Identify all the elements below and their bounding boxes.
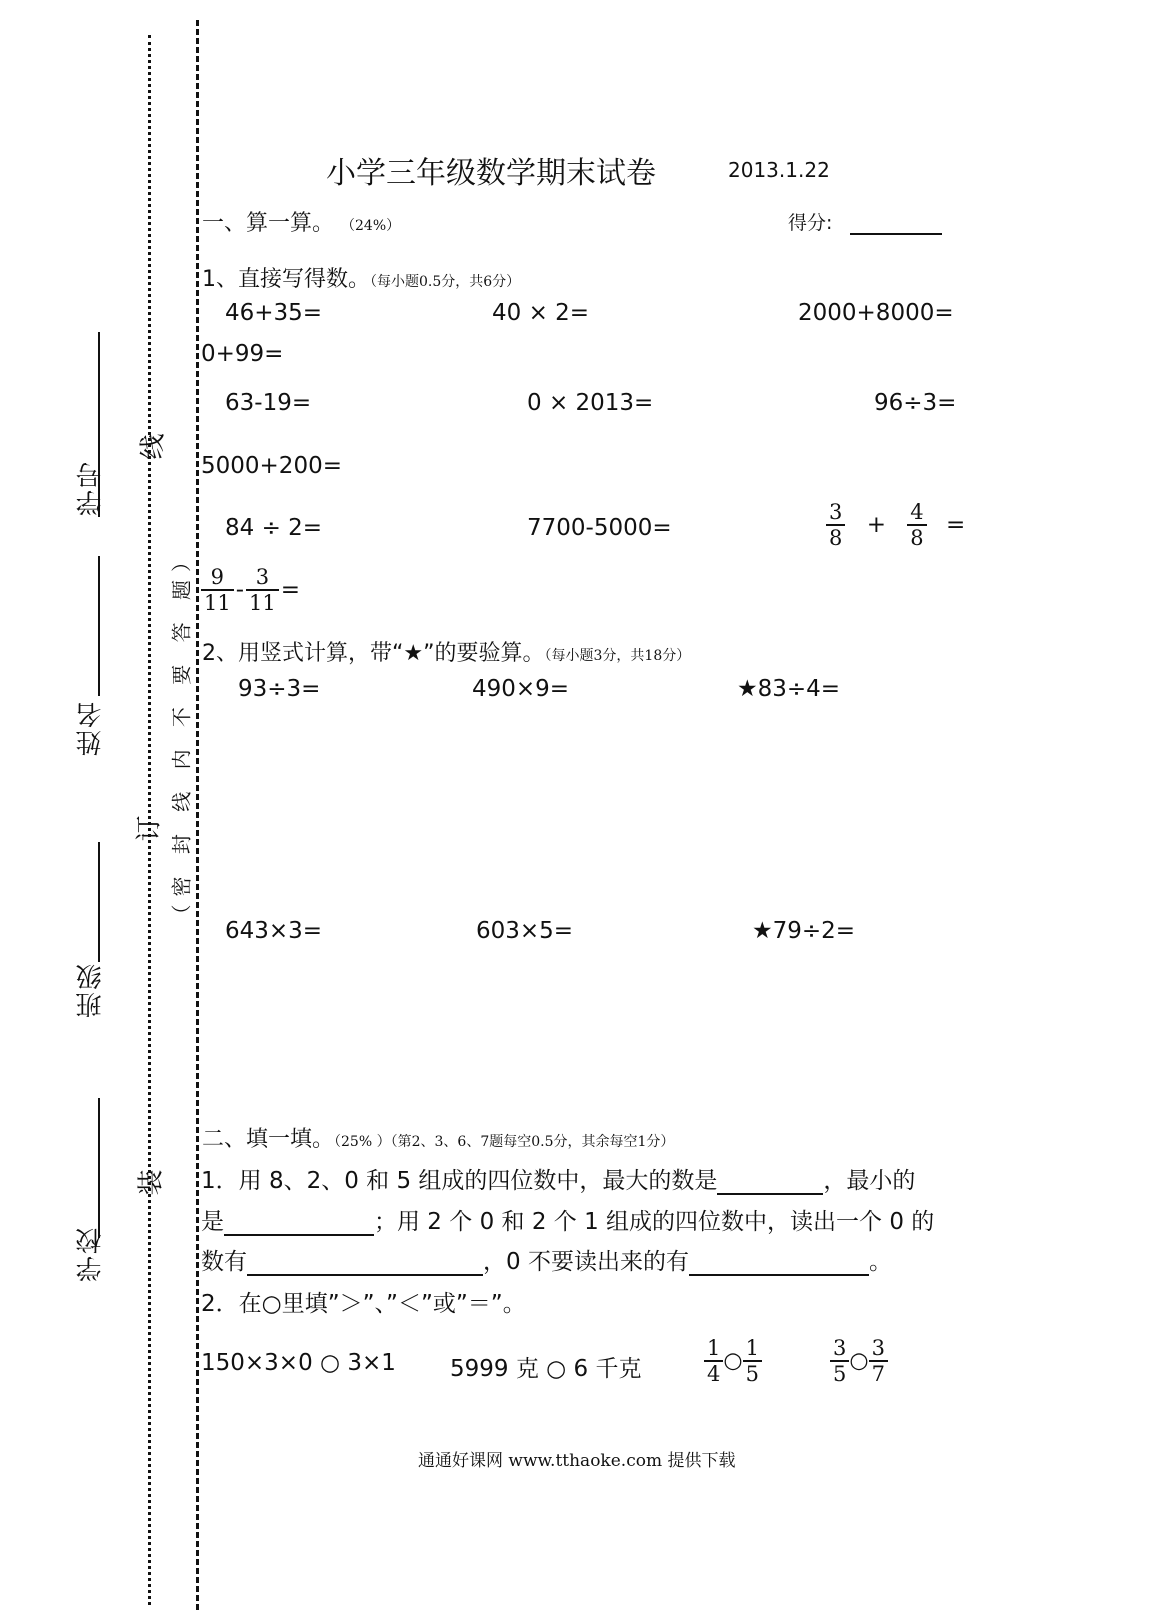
section2-percent: （25% ） xyxy=(334,1134,391,1150)
fraction-expression: $\frac{3}{8}$ + $\frac{4}{8}$ = xyxy=(826,500,965,550)
calc-item: 93÷3= xyxy=(238,676,321,702)
eq-item: 96÷3= xyxy=(874,390,957,416)
install-mark: 装 xyxy=(136,1169,167,1196)
section2-note: （第2、3、6、7题每空0.5分，其余每空1分） xyxy=(390,1134,675,1150)
section1-heading xyxy=(202,206,400,237)
fraction: $\frac{9}{11}$ xyxy=(201,565,234,615)
s2-q1-line2: 是 ；用 2 个 0 和 2 个 1 组成的四位数中，读出一个 0 的 xyxy=(201,1209,935,1235)
answer-blank[interactable] xyxy=(689,1250,869,1276)
compare-circle[interactable]: ○ xyxy=(723,1348,743,1374)
calc-item: 603×5= xyxy=(476,918,574,944)
eq-item: 63-19= xyxy=(225,390,312,416)
s2-q2-title: 2．在○里填”＞”、”＜”或”＝”。 xyxy=(201,1291,526,1317)
q1-title: 1、直接写得数。 xyxy=(202,267,370,292)
name-label: 姓名 xyxy=(76,700,106,756)
dashed-cut-line xyxy=(196,20,199,1610)
score-label: 得分: xyxy=(788,212,833,234)
footer-credit: 通通好课网 www.tthaoke.com 提供下载 xyxy=(418,1451,736,1471)
sealed-line-note: （密 封 线 内 不 要 答 题） xyxy=(169,543,194,925)
eq-item: 84 ÷ 2= xyxy=(225,515,323,541)
calc-item: 643×3= xyxy=(225,918,323,944)
eq-item: 46+35= xyxy=(225,300,323,326)
eq-item: 0 × 2013= xyxy=(527,390,654,416)
answer-blank[interactable] xyxy=(224,1210,374,1236)
fraction-expression: $\frac{9}{11}$ - $\frac{3}{11}$ = xyxy=(201,565,300,615)
compare-circle[interactable]: ○ xyxy=(849,1348,869,1374)
score-field xyxy=(788,208,942,235)
q1-heading xyxy=(202,262,520,293)
answer-blank[interactable] xyxy=(717,1169,823,1195)
s2-q1-line1: 1．用 8、2、0 和 5 组成的四位数中，最大的数是 ，最小的 xyxy=(201,1168,916,1194)
student-id-label: 学号 xyxy=(76,460,106,516)
q1-note: （每小题0.5分，共6分） xyxy=(370,274,521,290)
answer-blank[interactable] xyxy=(247,1250,483,1276)
calc-item: 490×9= xyxy=(472,676,570,702)
school-line xyxy=(98,1098,100,1238)
line-mark: 线 xyxy=(138,433,169,460)
fraction: $\frac{4}{8}$ xyxy=(907,500,926,550)
compare-item: 5999 克 ○ 6 千克 xyxy=(450,1356,642,1382)
bind-mark: 订 xyxy=(134,815,165,842)
q2-title: 2、用竖式计算，带“★”的要验算。 xyxy=(202,641,545,666)
name-line xyxy=(98,556,100,696)
s2-q1-line3: 数有 ，0 不要读出来的有 。 xyxy=(201,1249,892,1275)
compare-item: 150×3×0 ○ 3×1 xyxy=(201,1350,396,1376)
compare-fraction-item: $\frac{3}{5}$ ○ $\frac{3}{7}$ xyxy=(830,1336,888,1386)
calc-item: ★83÷4= xyxy=(737,676,841,702)
fraction: $\frac{3}{8}$ xyxy=(826,500,845,550)
class-line xyxy=(98,842,100,962)
school-label: 学校 xyxy=(76,1226,106,1282)
compare-fraction-item: $\frac{1}{4}$ ○ $\frac{1}{5}$ xyxy=(704,1336,762,1386)
section1-title: 一、算一算。 xyxy=(202,211,335,236)
section2-title: 二、填一填。 xyxy=(202,1127,335,1152)
eq-item: 40 × 2= xyxy=(492,300,590,326)
exam-date: 2013.1.22 xyxy=(728,158,830,182)
class-label: 班级 xyxy=(76,962,106,1018)
eq-item: 0+99= xyxy=(201,341,284,367)
section1-percent: （24%） xyxy=(341,218,401,234)
eq-item: 5000+200= xyxy=(201,453,342,479)
calc-item: ★79÷2= xyxy=(752,918,856,944)
score-blank[interactable] xyxy=(850,209,942,235)
eq-item: 2000+8000= xyxy=(798,300,954,326)
page-title: 小学三年级数学期末试卷 xyxy=(326,156,656,191)
fraction: $\frac{3}{11}$ xyxy=(246,565,279,615)
q2-note: （每小题3分，共18分） xyxy=(544,648,691,664)
section2-heading xyxy=(202,1122,674,1153)
q2-heading xyxy=(202,636,690,667)
eq-item: 7700-5000= xyxy=(527,515,672,541)
